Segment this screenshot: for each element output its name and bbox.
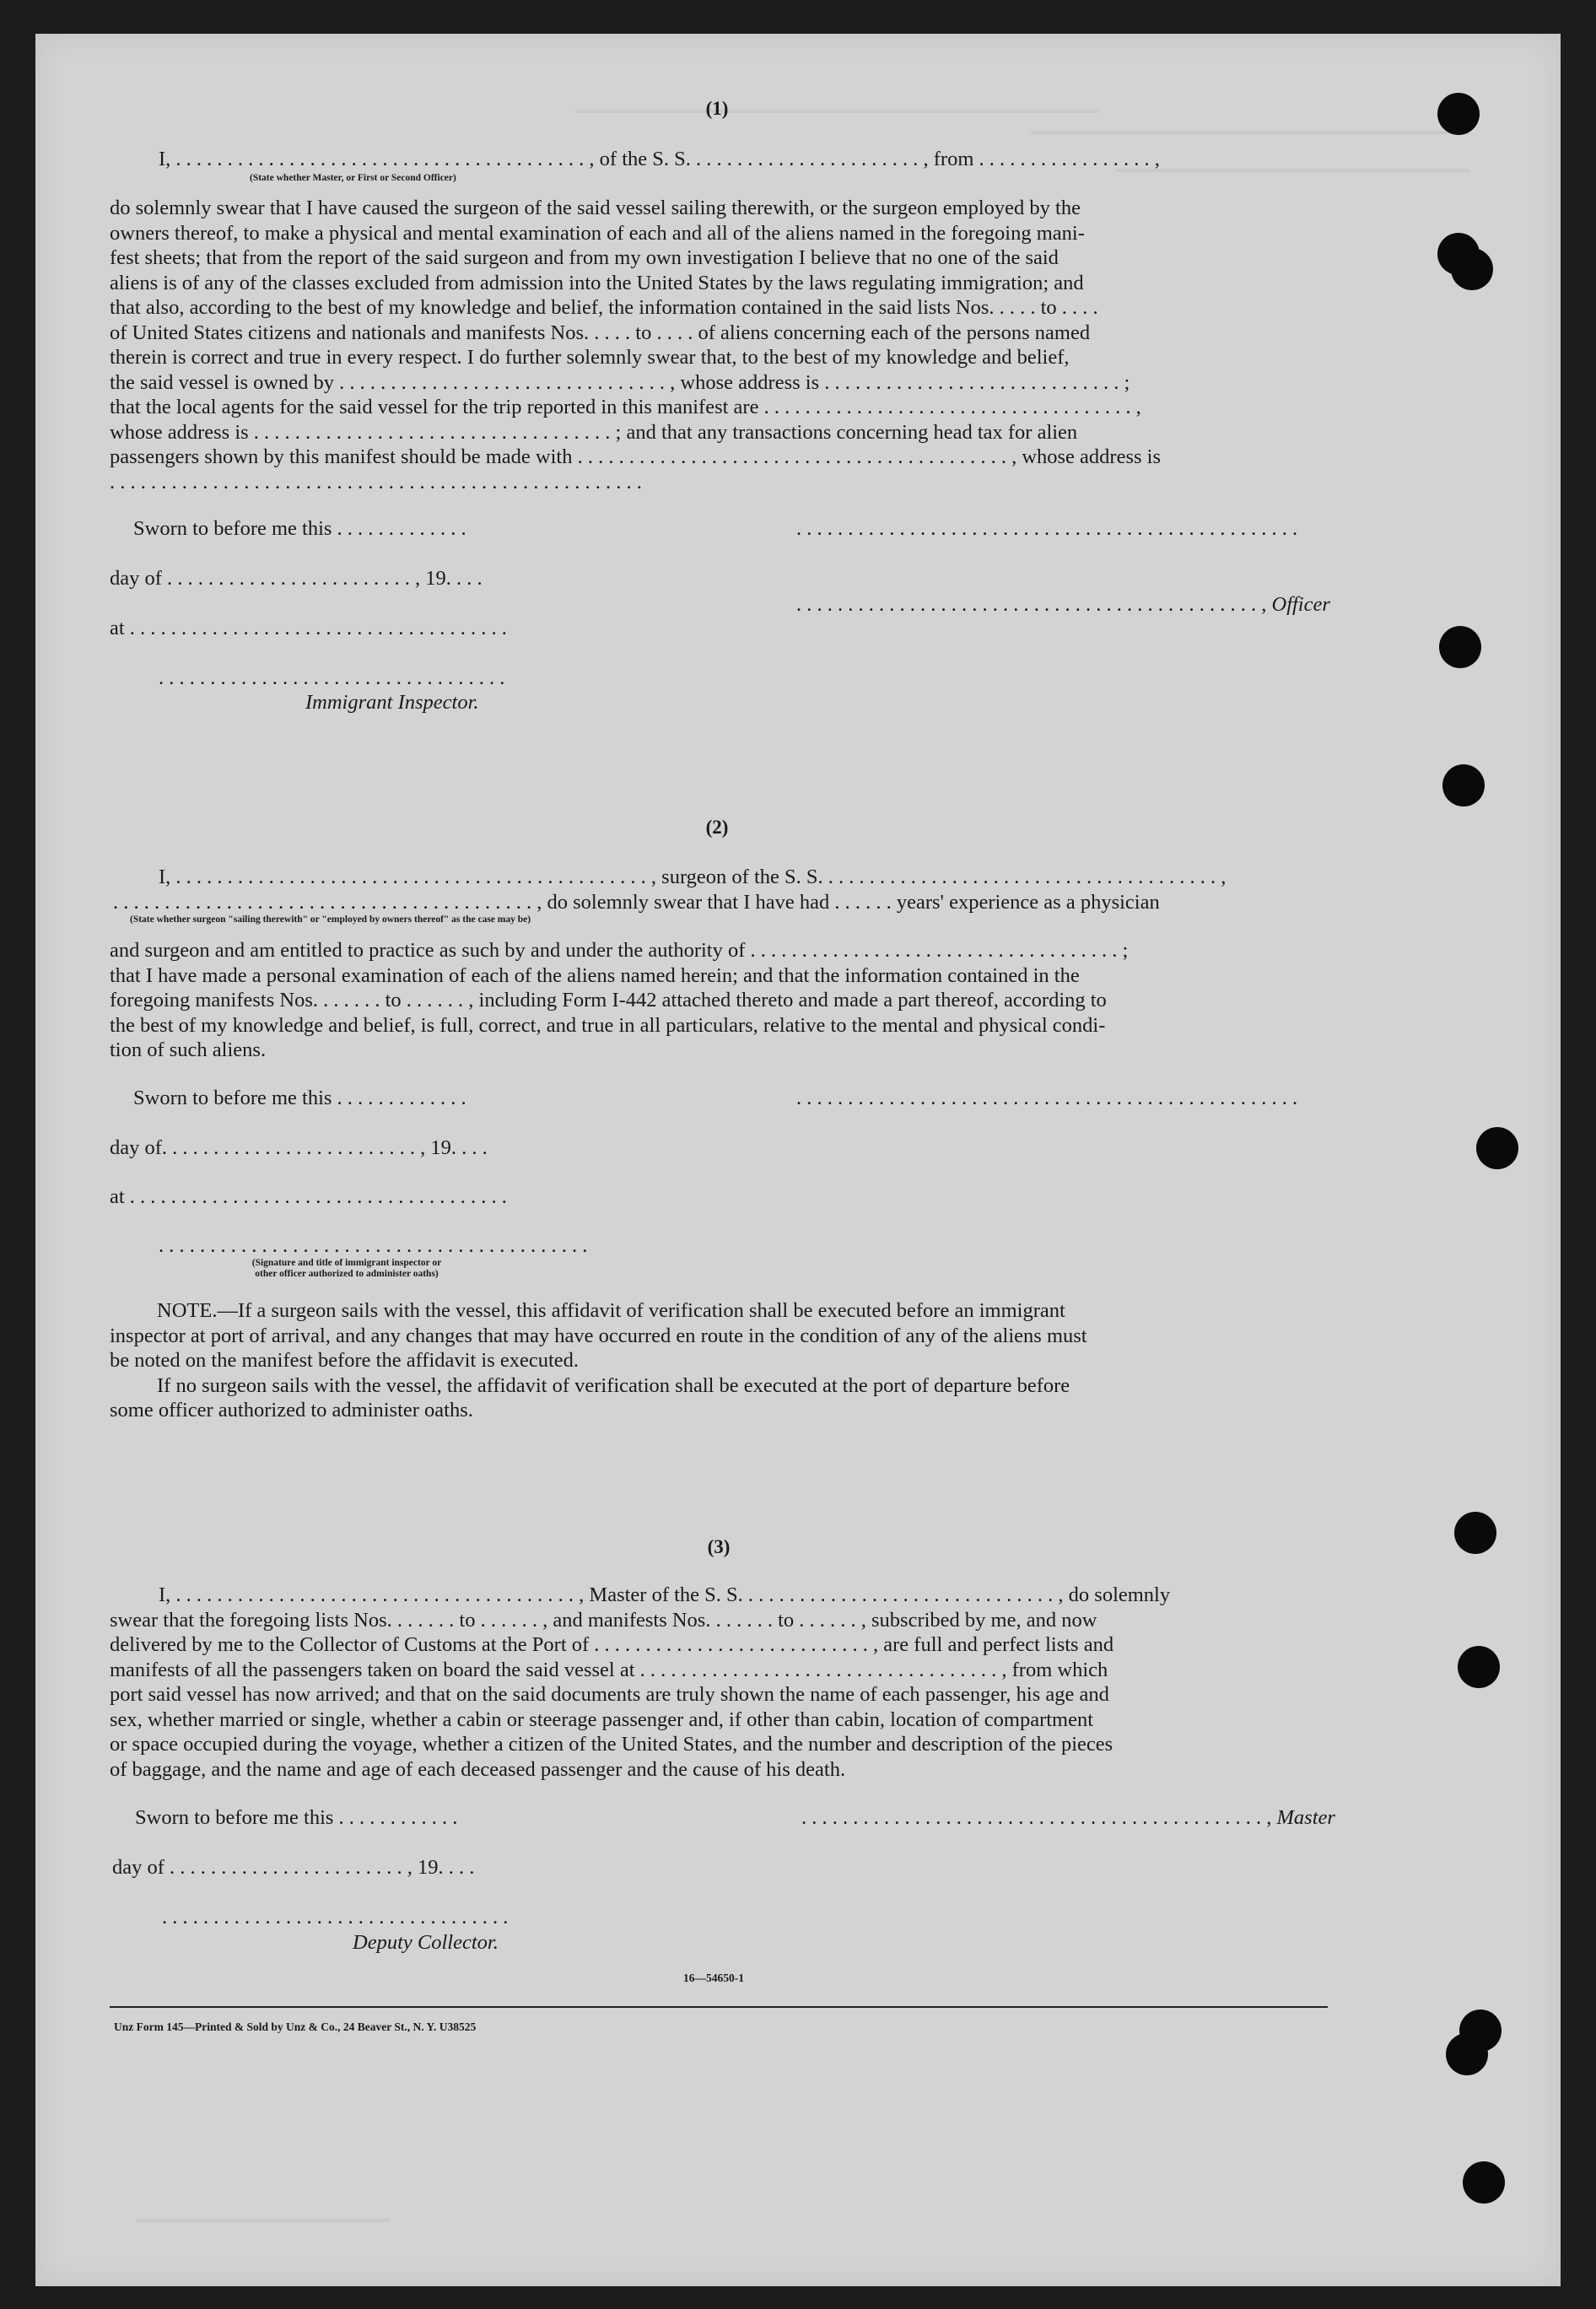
section-1-officer-note: (State whether Master, or First or Second Officer) [250,173,456,183]
section-1-number: (1) [705,98,729,119]
section-1-inspector-line: . . . . . . . . . . . . . . . . . . . . . . . . . . . . . . . . . . [159,666,505,689]
punch-hole [1442,764,1485,807]
section-2-at-line: at . . . . . . . . . . . . . . . . . . . . . . . . . . . . . . . . . . . . . [110,1185,507,1208]
section-1-officer-line: . . . . . . . . . . . . . . . . . . . . . . . . . . . . . . . . . . . . . . . . . . . . . , Officer [796,593,1330,616]
section-2-sworn-line: Sworn to before me this . . . . . . . . . . . . . [133,1087,466,1109]
section-1-at-line: at . . . . . . . . . . . . . . . . . . . . . . . . . . . . . . . . . . . . . [110,617,507,639]
section-2-day-line: day of. . . . . . . . . . . . . . . . . . . . . . . . . , 19. . . . [110,1136,488,1159]
section-3-sworn-line: Sworn to before me this . . . . . . . . . . . . [135,1806,458,1829]
punch-hole [1439,626,1481,668]
punch-hole [1451,248,1493,290]
section-3-day-line: day of . . . . . . . . . . . . . . . . . . . . . . . , 19. . . . [112,1856,475,1879]
section-2-inspector-note: (Signature and title of immigrant inspector or other officer authorized to administer oaths) [251,1258,442,1279]
section-2-number: (2) [705,817,729,838]
section-2-surgeon-note: (State whether surgeon "sailing therewith" or "employed by owners thereof" as the case may be) [130,914,531,925]
form-code: 16—54650-1 [683,1972,744,1984]
section-2-inspector-line: . . . . . . . . . . . . . . . . . . . . . . . . . . . . . . . . . . . . . . . . . . [159,1234,588,1257]
section-3-oath-body: I, . . . . . . . . . . . . . . . . . . . . . . . . . . . . . . . . . . . . . . . , Master of the S. S. . . . . . . . . . . . . . . . . . . . . . . . . . . . . . . , do solemnly swear that the foregoing lists Nos. . . . . . . to . . . . . . , and manifests Nos. . . . . . . to . . . . . . , subscribed by me, and now delivered by me to the Collector of Customs at the Port of . . . . . . . . . . . . . . . . . . . . . . . . . . . , are full and perfect lists and manifests of all the passengers taken on board the said vessel at . . . . . . . . . . . . . . . . . . . . . . . . . . . . . . . . . . . , from which port said vessel has now arrived; and that on the said documents are truly shown the name of each passenger, his age and sex, whether married or single, whether a cabin or steerage passenger and, if other than cabin, location of compartment or space occupied during the voyage, whether a citizen of the United States, and the number and description of the pieces of baggage, and the name and age of each deceased passenger and the cause of his death. [110,1583,1171,1781]
officer-label: Officer [1271,593,1330,616]
punch-hole [1446,2033,1488,2075]
section-1-oath-body: do solemnly swear that I have caused the surgeon of the said vessel sailing therewith, or the surgeon employed by the owners thereof, to make a physical and mental examination of each and all of the aliens named in the foregoing mani- fest sheets; that from the report of the said surgeon and from my own investigation I believe that no one of the said aliens is of any of the classes excluded from admission into the United States by the laws regulating immigration; and that also, according to the best of my knowledge and belief, the information contained in the said lists Nos. . . . . to . . . . of United States citizens and nationals and manifests Nos. . . . . to . . . . of aliens concerning each of the persons named therein is correct and true in every respect. I do further solemnly swear that, to the best of my knowledge and belief, the said vessel is owned by . . . . . . . . . . . . . . . . . . . . . . . . . . . . . . . . , whose address is . . . . . . . . . . . . . . . . . . . . . . . . . . . . . ; that the local agents for the said vessel for the trip reported in this manifest are . . . . . . . . . . . . . . . . . . . . . . . . . . . . . . . . . . . . , whose address is . . . . . . . . . . . . . . . . . . . . . . . . . . . . . . . . . . . ; and that any transactions concerning head tax for alien passengers shown by this manifest should be made with . . . . . . . . . . . . . . . . . . . . . . . . . . . . . . . . . . . . . . . . . . , whose address is . . . . . . . . . . . . . . . . . . . . . . . . . . . . . . . . . . . . . . . . . . . . . . . . . . . . [110,197,1161,494]
section-2-oath-body: and surgeon and am entitled to practice as such by and under the authority of . . . . . . . . . . . . . . . . . . . . . . . . . . . . . . . . . . . . ; that I have made a personal examination of each of the aliens named herein; and that the information contained in the foregoing manifests Nos. . . . . . . to . . . . . . , including Form I-442 attached thereto and made a part thereof, according to the best of my knowledge and belief, is full, correct, and true in all particulars, relative to the mental and physical condi- tion of such aliens. [110,939,1129,1061]
master-label: Master [1276,1806,1335,1829]
punch-hole [1463,2161,1505,2204]
immigrant-inspector-label: Immigrant Inspector. [305,691,479,714]
section-3-collector-line: . . . . . . . . . . . . . . . . . . . . . . . . . . . . . . . . . . [162,1906,509,1929]
punch-hole [1458,1646,1500,1688]
section-3-master-line: . . . . . . . . . . . . . . . . . . . . . . . . . . . . . . . . . . . . . . . . . . . . . , Master [801,1806,1335,1829]
deputy-collector-label: Deputy Collector. [353,1931,499,1954]
punch-hole [1454,1512,1496,1554]
footer-rule [110,2006,1328,2008]
section-1-signature-line: . . . . . . . . . . . . . . . . . . . . . . . . . . . . . . . . . . . . . . . . . . . . . . . . . [796,517,1298,540]
punch-hole [1437,93,1480,135]
section-1-opening-line: I, . . . . . . . . . . . . . . . . . . . . . . . . . . . . . . . . . . . . . . . . , of the S. S. . . . . . . . . . . . . . . . . . . . . . . , from . . . . . . . . . . . . . . . . . , [159,148,1160,170]
section-3-number: (3) [707,1536,731,1557]
section-1-day-line: day of . . . . . . . . . . . . . . . . . . . . . . . . , 19. . . . [110,567,483,590]
section-2-second-line: . . . . . . . . . . . . . . . . . . . . . . . . . . . . . . . . . . . . . . . . . , do solemnly swear that I have had . . . . . . years' experience as a physician [113,891,1160,914]
printer-imprint: Unz Form 145—Printed & Sold by Unz & Co., 24 Beaver St., N. Y. U38525 [114,2020,477,2033]
section-1-sworn-line: Sworn to before me this . . . . . . . . . . . . . [133,517,466,540]
section-2-signature-line: . . . . . . . . . . . . . . . . . . . . . . . . . . . . . . . . . . . . . . . . . . . . . . . . . [796,1087,1298,1109]
section-2-note-paragraph: NOTE.—If a surgeon sails with the vessel, this affidavit of verification shall be executed before an immigrant inspector at port of arrival, and any changes that may have occurred en route in the condition of any of the aliens must be noted on the manifest before the affidavit is executed. If no surgeon sails with the vessel, the affidavit of verification shall be executed at the port of departure before some officer authorized to administer oaths. [110,1299,1087,1422]
section-2-opening-line: I, . . . . . . . . . . . . . . . . . . . . . . . . . . . . . . . . . . . . . . . . . . . . . . , surgeon of the S. S. . . . . . . . . . . . . . . . . . . . . . . . . . . . . . . . . . . . . . . , [159,866,1227,888]
punch-hole [1476,1127,1518,1169]
